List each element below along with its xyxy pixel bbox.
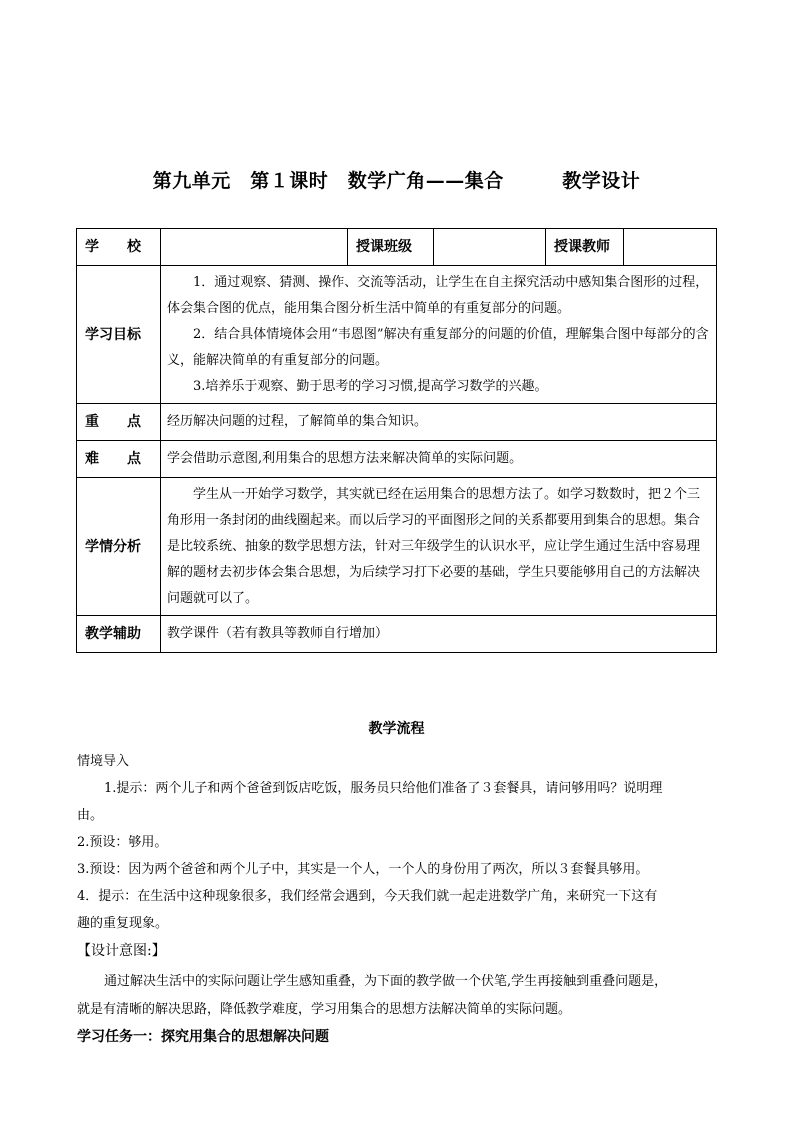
teacher-label: 授课教师 [546, 229, 624, 266]
item-1-line-2: 由。 [77, 808, 104, 823]
class-value [434, 229, 546, 266]
analysis-label: 学情分析 [77, 478, 161, 616]
school-label: 学 校 [77, 229, 161, 266]
goals-label: 学习目标 [77, 266, 161, 404]
item-2: 2.预设：够用。 [77, 835, 168, 850]
analysis-text: 学生从一开始学习数学，其实就已经在运用集合的思想方法了。如学习数数时，把２个三角形用一条封闭的曲线圈起来。而以后学习的平面图形之间的关系都要用到集合的思想。集合是比较系统、抽象的数学思想方法，针对三年级学生的认识水平，应让学生通过生活中容易理解的题材去初步体会集合思想，为后续学习打下必要的基础，学生只要能够用自己的方法解决问题就可以了。 [167, 486, 701, 606]
teacher-value [624, 229, 717, 266]
flow-title: 教学流程 [368, 721, 425, 737]
analysis-value [161, 478, 717, 616]
goals-cell [161, 266, 717, 404]
difficulty-label: 难 点 [77, 441, 161, 478]
goal-item: 1．通过观察、猜测、操作、交流等活动，让学生在自主探究活动中感知集合图形的过程，体会集合图的优点，能用集合图分析生活中简单的有重复部分的问题。 [167, 274, 709, 316]
intro-heading: 情境导入 [77, 754, 130, 769]
task-1-heading: 学习任务一：探究用集合的思想解决问题 [77, 1029, 329, 1045]
item-4-line-1: 4．提示：在生活中这种现象很多，我们经常会遇到，今天我们就一起走进数学广角，来研究一下这有 [77, 889, 658, 904]
goal-item: 2．结合具体情境体会用“韦恩图”解决有重复部分的问题的价值，理解集合图中每部分的含义，能解决简单的有重复部分的问题。 [167, 326, 709, 368]
design-intent-line-1: 通过解决生活中的实际问题让学生感知重叠，为下面的教学做一个伏笔,学生再接触到重叠问题是， [104, 974, 668, 989]
item-4-line-2: 趣的重复现象。 [77, 916, 169, 931]
key-point-value: 经历解决问题的过程，了解简单的集合知识。 [161, 404, 717, 441]
item-1-line-1: 1.提示：两个儿子和两个爸爸到饭店吃饭，服务员只给他们准备了３套餐具，请问够用吗？说明理 [104, 781, 663, 796]
aid-label: 教学辅助 [77, 616, 161, 653]
page-title: 第九单元 第１课时 数学广角——集合 教学设计 [152, 170, 641, 192]
school-value [161, 229, 348, 266]
goal-item: 3.培养乐于观察、勤于思考的学习习惯,提高学习数学的兴趣。 [193, 378, 548, 394]
item-3: 3.预设：因为两个爸爸和两个儿子中，其实是一个人，一个人的身份用了两次，所以３套餐具够用。 [77, 862, 649, 877]
difficulty-value: 学会借助示意图,利用集合的思想方法来解决简单的实际问题。 [161, 441, 717, 478]
aid-value: 教学课件（若有教具等教师自行增加） [161, 616, 717, 653]
key-point-label: 重 点 [77, 404, 161, 441]
class-label: 授课班级 [348, 229, 434, 266]
design-intent-line-2: 就是有清晰的解决思路，降低教学难度，学习用集合的思想方法解决简单的实际问题。 [77, 1002, 572, 1017]
design-intent-heading: 【设计意图:】 [77, 943, 166, 959]
lesson-info-table [76, 228, 717, 653]
